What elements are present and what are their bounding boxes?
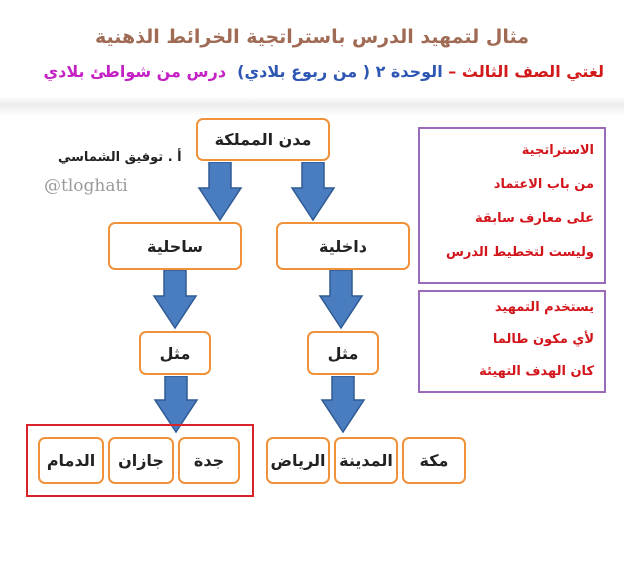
page-title: مثال لتمهيد الدرس باستراتجية الخرائط الذهنية: [94, 26, 530, 48]
arrow-coastal-to-example: [152, 270, 198, 330]
subtitle-dash: –: [442, 62, 462, 81]
note-line: يستخدم التمهيد: [494, 300, 594, 315]
note-line: لأي مكون طالما: [492, 332, 594, 347]
subtitle-grade: لغتي الصف الثالث: [461, 62, 604, 81]
page-subtitle: [44, 62, 605, 81]
header-divider: [0, 96, 624, 116]
note-line: على معارف سابقة: [474, 211, 594, 226]
note-line: وليست لتخطيط الدرس: [445, 245, 594, 260]
coastal-example-node: مثل: [139, 331, 211, 375]
author-handle: @tloghati: [44, 176, 128, 196]
arrow-root-to-coastal: [197, 162, 243, 222]
arrow-inland-to-cities: [320, 376, 366, 434]
subtitle-unit: الوحدة ٢ ( من ربوع بلادي): [237, 62, 443, 81]
subtitle-lesson: درس من شواطئ بلادي: [43, 62, 227, 81]
city-jeddah: جدة: [178, 437, 240, 484]
note-line: من باب الاعتماد: [493, 177, 594, 192]
note-box-strategy: [418, 127, 606, 284]
city-jazan: جازان: [108, 437, 174, 484]
root-node: مدن المملكة: [196, 118, 330, 161]
note-line: الاستراتجية: [521, 143, 594, 158]
city-riyadh: الرياض: [266, 437, 330, 484]
note-box-usage: [418, 290, 606, 393]
inland-example-node: مثل: [307, 331, 379, 375]
author-name: أ . توفيق الشماسي: [58, 150, 182, 165]
note-line: كان الهدف التهيئة: [479, 364, 594, 379]
city-makkah: مكة: [402, 437, 466, 484]
city-madinah: المدينة: [334, 437, 398, 484]
arrow-inland-to-example: [318, 270, 364, 330]
city-dammam: الدمام: [38, 437, 104, 484]
coastal-node: ساحلية: [108, 222, 242, 270]
arrow-root-to-inland: [290, 162, 336, 222]
inland-node: داخلية: [276, 222, 410, 270]
